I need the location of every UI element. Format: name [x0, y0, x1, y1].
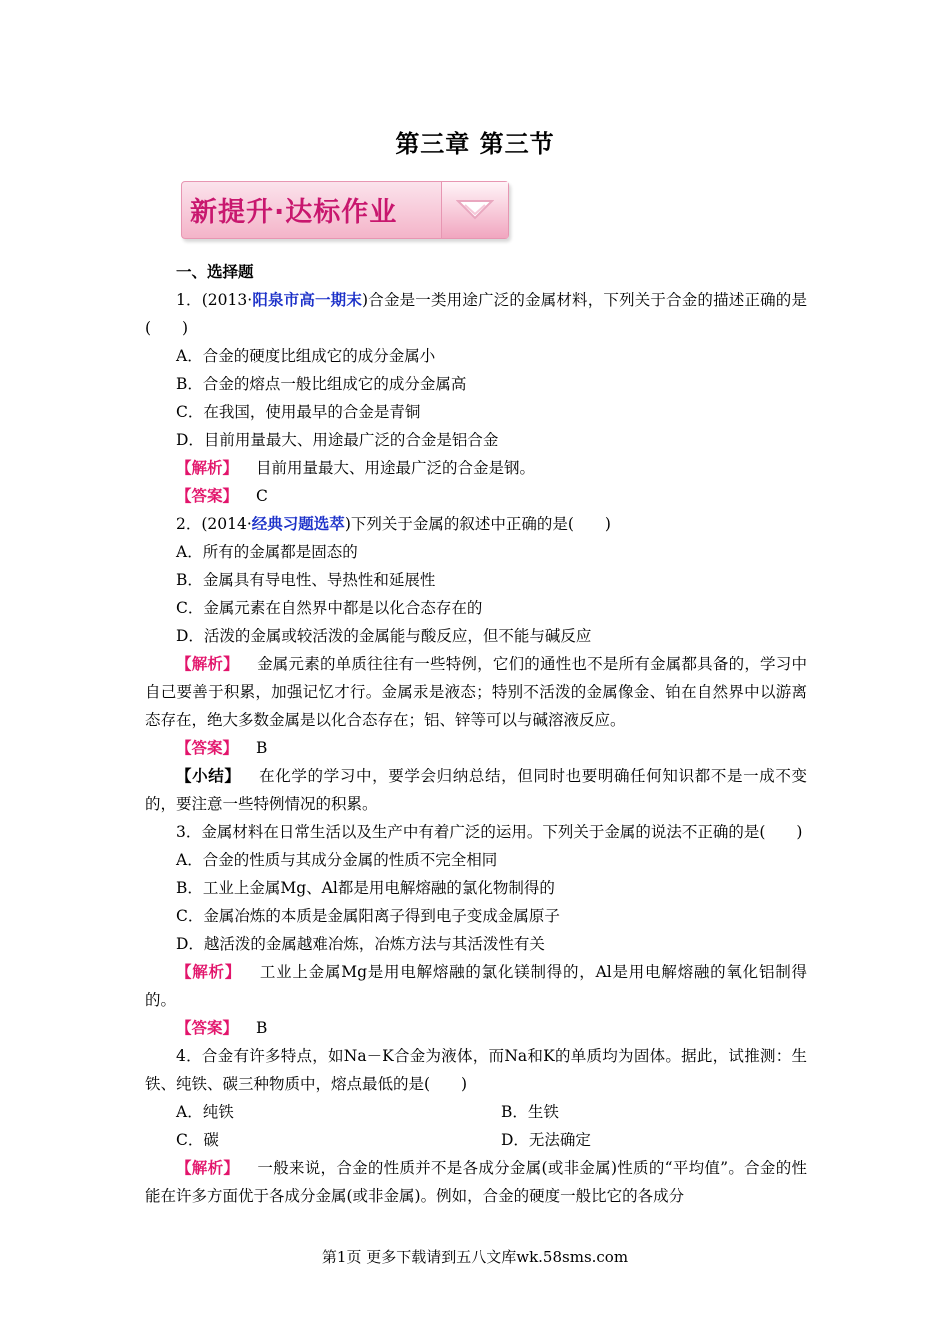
answer-label: 【答案】 [176, 487, 239, 505]
summary-2 [145, 762, 807, 818]
option-row [145, 1098, 807, 1126]
answer-label: 【答案】 [176, 1019, 239, 1037]
source-open: (2014· [201, 515, 252, 533]
answer-text: C [256, 487, 268, 505]
analysis-label: 【解析】 [176, 459, 239, 477]
analysis-3 [145, 958, 807, 1014]
option-d: D．活泼的金属或较活泼的金属能与酸反应，但不能与碱反应 [176, 627, 592, 645]
section-heading: 一、选择题 [176, 263, 254, 281]
analysis-label: 【解析】 [176, 963, 242, 981]
question-stem: 金属材料在日常生活以及生产中有着广泛的运用。下列关于金属的说法不正确的是( ) [201, 823, 803, 841]
option-a: A．所有的金属都是固态的 [176, 543, 358, 561]
option-b: B．工业上金属Mg、Al都是用电解熔融的氯化物制得的 [176, 879, 555, 897]
option-d: D．越活泼的金属越难冶炼，冶炼方法与其活泼性有关 [176, 935, 545, 953]
summary-label: 【小结】 [176, 767, 241, 785]
banner-title: 新提升·达标作业 [190, 197, 398, 228]
option-c: C．碳 [176, 1131, 219, 1149]
answer-1 [145, 482, 807, 510]
analysis-text: 目前用量最大、用途最广泛的合金是钢。 [256, 459, 536, 477]
option-d: D．目前用量最大、用途最广泛的合金是铝合金 [176, 431, 499, 449]
option-a: A．合金的性质与其成分金属的性质不完全相同 [176, 851, 498, 869]
option-c: C．金属冶炼的本质是金属阳离子得到电子变成金属原子 [176, 907, 560, 925]
question-number: 3． [176, 823, 202, 841]
source-close: ) [362, 291, 369, 309]
analysis-label: 【解析】 [176, 1159, 240, 1177]
question-4 [145, 1042, 807, 1098]
question-3 [145, 818, 807, 846]
analysis-label: 【解析】 [176, 655, 239, 673]
question-source: 阳泉市高一期末 [252, 291, 363, 309]
question-stem: 下列关于金属的叙述中正确的是( ) [350, 515, 611, 533]
answer-label: 【答案】 [176, 739, 239, 757]
option-a: A．合金的硬度比组成它的成分金属小 [176, 347, 436, 365]
question-2 [145, 510, 807, 538]
question-source: 经典习题选萃 [251, 515, 345, 533]
page-footer: 第1页 更多下载请到五八文库wk.58sms.com [321, 1248, 629, 1266]
analysis-4 [145, 1154, 807, 1210]
option-b: B．合金的熔点一般比组成它的成分金属高 [176, 375, 467, 393]
question-1 [145, 286, 807, 342]
question-number: 1． [176, 291, 202, 309]
analysis-1 [145, 454, 807, 482]
answer-text: B [256, 739, 268, 757]
option-b: B．金属具有导电性、导热性和延展性 [176, 571, 436, 589]
answer-3 [145, 1014, 807, 1042]
answer-2 [145, 734, 807, 762]
page-title: 第三章 第三节 [395, 129, 555, 158]
source-open: (2013· [201, 291, 253, 309]
summary-text: 在化学的学习中，要学会归纳总结，但同时也要明确任何知识都不是一成不变的，要注意一些特例情况的积累。 [145, 767, 807, 813]
analysis-2 [145, 650, 807, 734]
source-close: ) [344, 515, 351, 533]
chevron-down-icon [441, 182, 508, 238]
option-b: B．生铁 [501, 1103, 559, 1121]
section-banner [181, 181, 509, 239]
question-stem: 合金有许多特点，如Na－K合金为液体，而Na和K的单质均为固体。据此，试推测：生铁、纯铁、碳三种物质中，熔点最低的是( ) [145, 1047, 807, 1093]
option-row [145, 1126, 807, 1154]
question-stem: 合金是一类用途广泛的金属材料，下列关于合金的描述正确的是( ) [145, 291, 807, 337]
analysis-text: 工业上金属Mg是用电解熔融的氯化镁制得的，Al是用电解熔融的氧化铝制得的。 [145, 963, 807, 1009]
option-a: A．纯铁 [176, 1103, 234, 1121]
option-c: C．金属元素在自然界中都是以化合态存在的 [176, 599, 483, 617]
exercise-content [145, 258, 807, 1210]
question-number: 2． [176, 515, 202, 533]
analysis-text: 金属元素的单质往往有一些特例，它们的通性也不是所有金属都具备的，学习中自己要善于积累，加强记忆才行。金属汞是液态；特别不活泼的金属像金、铂在自然界中以游离态存在，绝大多数金属是以化合态存在；铝、锌等可以与碱溶液反应。 [145, 655, 807, 729]
option-d: D．无法确定 [501, 1131, 591, 1149]
option-c: C．在我国，使用最早的合金是青铜 [176, 403, 421, 421]
analysis-text: 一般来说，合金的性质并不是各成分金属(或非金属)性质的“平均值”。合金的性能在许多方面优于各成分金属(或非金属)。例如，合金的硬度一般比它的各成分 [145, 1159, 807, 1205]
answer-text: B [256, 1019, 268, 1037]
question-number: 4． [176, 1047, 202, 1065]
